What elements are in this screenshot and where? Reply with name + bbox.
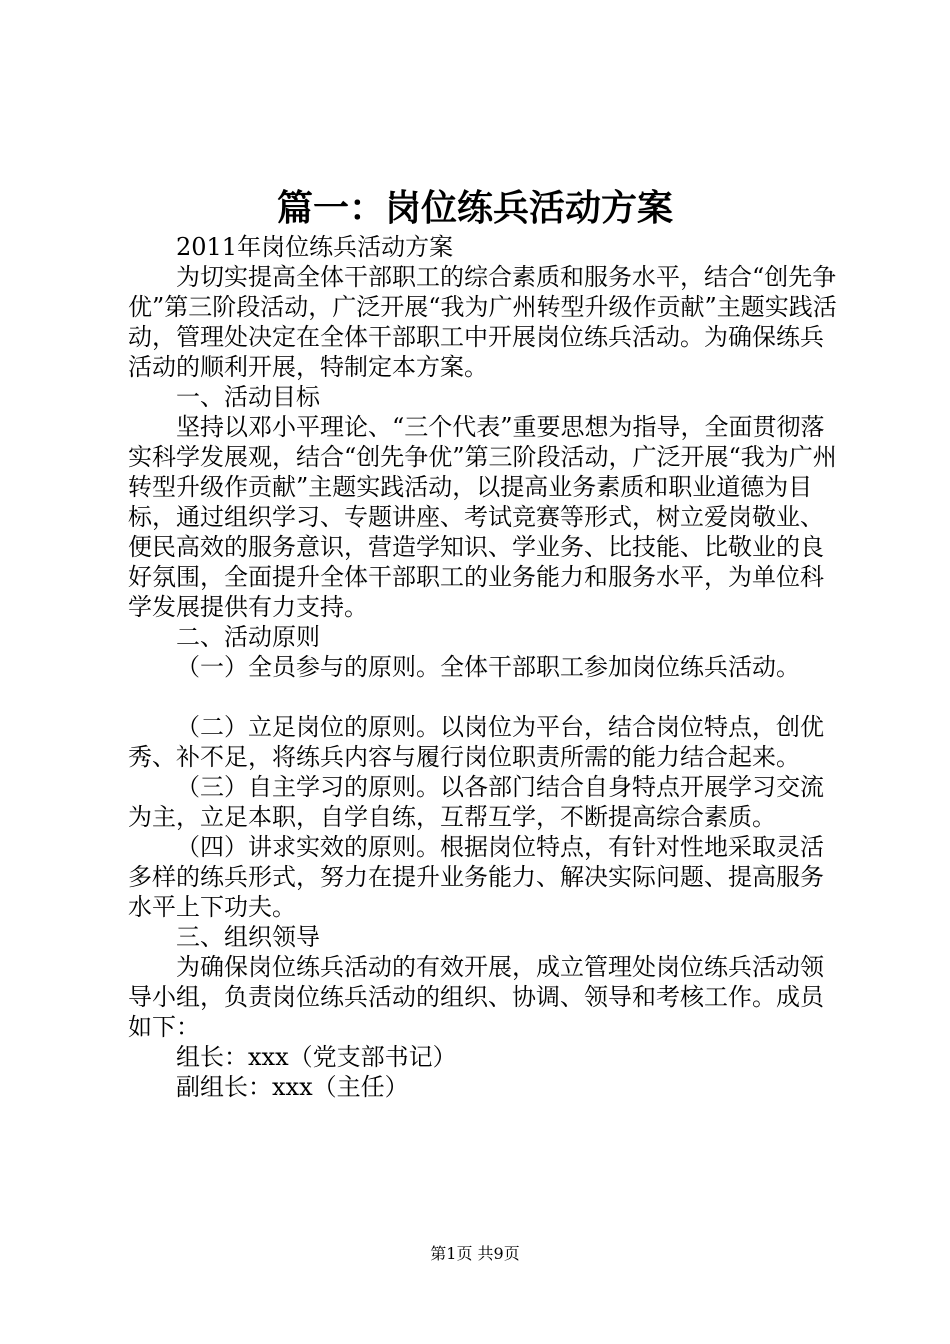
blank-line	[128, 682, 838, 712]
section-heading-principles: 二、活动原则	[176, 623, 320, 651]
intro-paragraph: 为切实提高全体干部职工的综合素质和服务水平，结合“创先争优”第三阶段活动，广泛开展“我为广州转型升级作贡献”主题实践活动，管理处决定在全体干部职工中开展岗位练兵活动。为确保练兵活动的顺利开展，特制定本方案。	[128, 263, 837, 381]
page-footer: 第1页 共9页	[430, 1244, 520, 1263]
principle-4-paragraph: （四）讲求实效的原则。根据岗位特点，有针对性地采取灵活多样的练兵形式，努力在提升业务能力、解决实际问题、提高服务水平上下功夫。	[128, 833, 824, 921]
document-body	[128, 232, 838, 1102]
section-heading-goal: 一、活动目标	[176, 383, 320, 411]
leadership-paragraph: 为确保岗位练兵活动的有效开展，成立管理处岗位练兵活动领导小组，负责岗位练兵活动的组织、协调、领导和考核工作。成员如下：	[128, 953, 824, 1041]
goal-paragraph: 坚持以邓小平理论、“三个代表”重要思想为指导，全面贯彻落实科学发展观，结合“创先争优”第三阶段活动，广泛开展“我为广州转型升级作贡献”主题实践活动，以提高业务素质和职业道德为目标，通过组织学习、专题讲座、考试竞赛等形式，树立爱岗敬业、便民高效的服务意识，营造学知识、学业务、比技能、比敬业的良好氛围，全面提升全体干部职工的业务能力和服务水平，为单位科学发展提供有力支持。	[128, 413, 837, 621]
section-heading-leadership: 三、组织领导	[176, 923, 320, 951]
member-deputy-leader: 副组长：xxx（主任）	[176, 1073, 409, 1101]
member-leader: 组长：xxx（党支部书记）	[176, 1043, 457, 1071]
principle-2-paragraph: （二）立足岗位的原则。以岗位为平台，结合岗位特点，创优秀、补不足，将练兵内容与履行岗位职责所需的能力结合起来。	[128, 713, 824, 771]
subtitle-paragraph: 2011年岗位练兵活动方案	[176, 233, 454, 261]
document-title: 篇一：岗位练兵活动方案	[276, 187, 673, 229]
principle-3-paragraph: （三）自主学习的原则。以各部门结合自身特点开展学习交流为主，立足本职，自学自练，互帮互学，不断提高综合素质。	[128, 773, 824, 831]
principle-1-paragraph: （一）全员参与的原则。全体干部职工参加岗位练兵活动。	[176, 653, 800, 681]
